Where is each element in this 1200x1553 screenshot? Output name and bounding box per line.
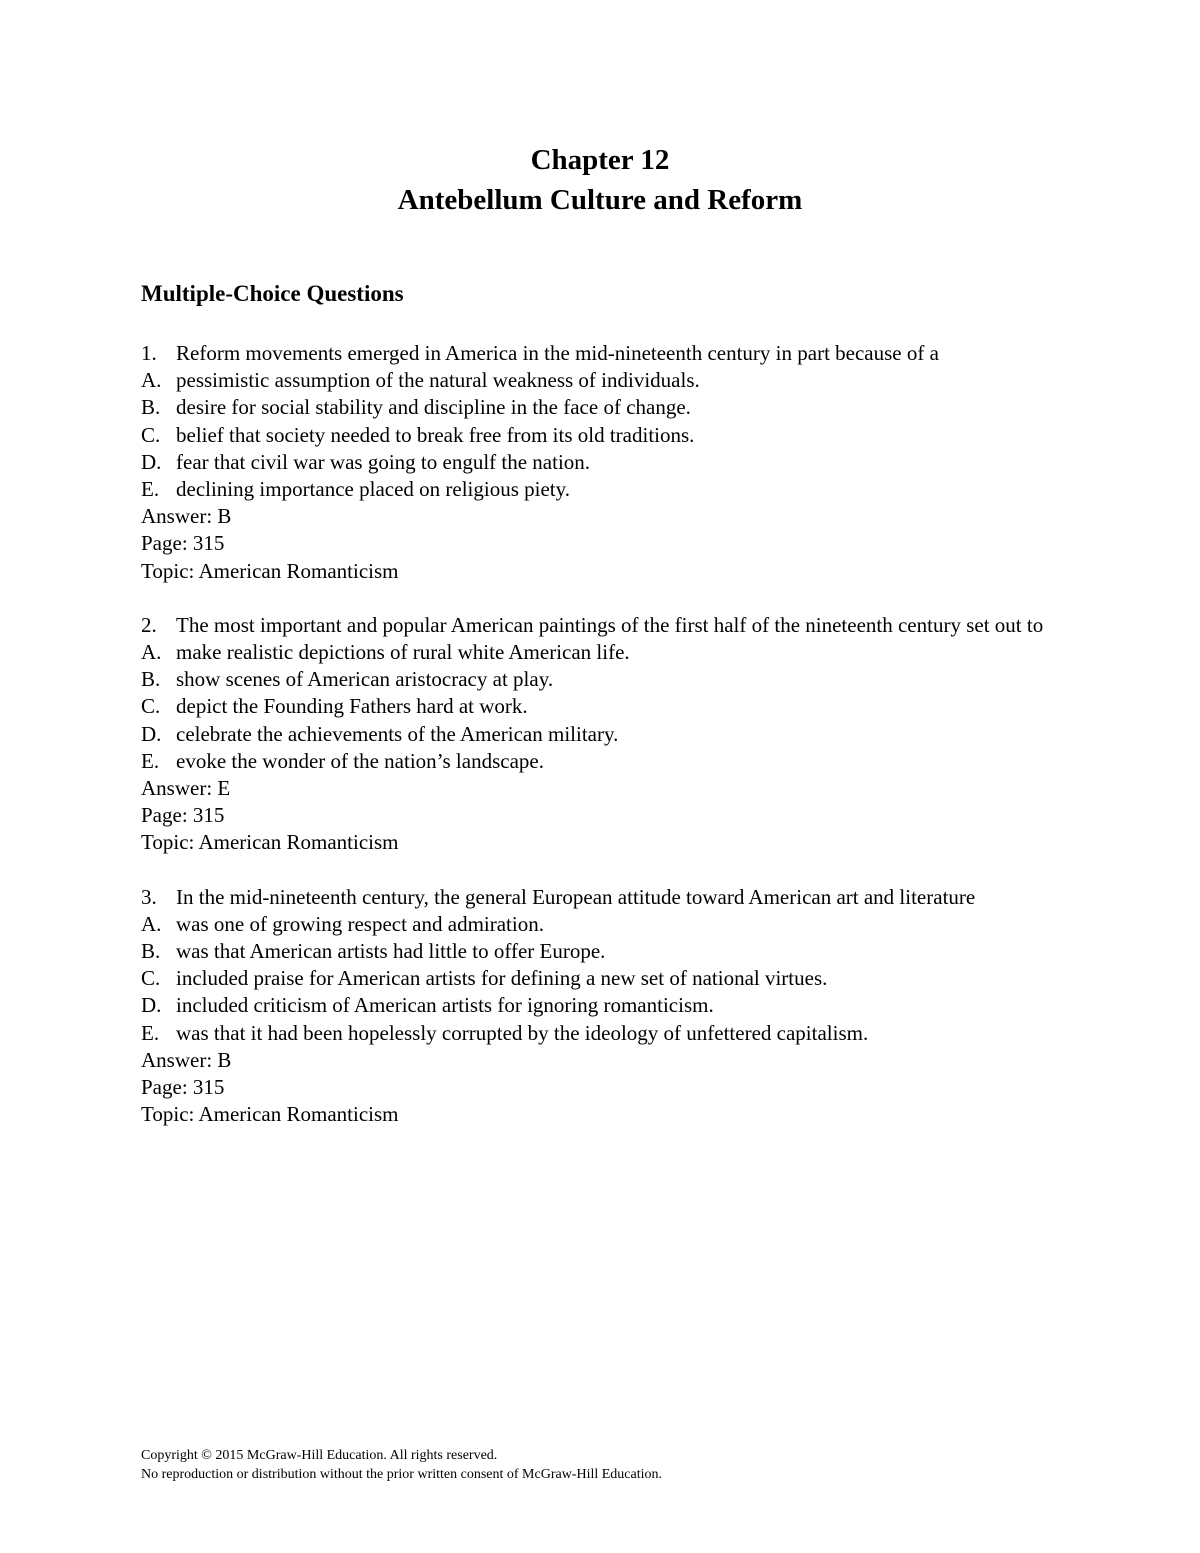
copyright-footer <box>141 1446 662 1484</box>
option-text: desire for social stability and discipline in the face of change. <box>176 395 691 420</box>
option-letter: C. <box>141 694 161 719</box>
option-d <box>141 721 1071 748</box>
title-block <box>0 140 1200 220</box>
option-text: included criticism of American artists for ignoring romanticism. <box>176 993 714 1018</box>
option-letter: B. <box>141 939 161 964</box>
question-number: 3. <box>141 884 157 909</box>
option-e <box>141 1020 1071 1047</box>
page-line: Page: 315 <box>141 531 225 556</box>
question-stem-row <box>141 340 1071 367</box>
question-number: 1. <box>141 341 157 365</box>
question-stem: Reform movements emerged in America in the mid-nineteenth century in part because of a <box>176 341 939 365</box>
option-letter: C. <box>141 422 161 447</box>
option-text: pessimistic assumption of the natural weakness of individuals. <box>176 368 700 393</box>
option-c <box>141 965 1071 992</box>
answer-line: Answer: B <box>141 1047 232 1072</box>
option-c <box>141 693 1071 720</box>
question-stem: The most important and popular American paintings of the first half of the nineteenth century set out to <box>176 612 1044 637</box>
option-d <box>141 449 1071 476</box>
option-text: included praise for American artists for defining a new set of national virtues. <box>176 966 828 991</box>
option-text: celebrate the achievements of the American military. <box>176 721 619 746</box>
topic-line: Topic: American Romanticism <box>141 558 399 583</box>
option-text: depict the Founding Fathers hard at work. <box>176 694 528 719</box>
option-letter: E. <box>141 1020 160 1045</box>
question-number: 2. <box>141 612 157 637</box>
answer-line: Answer: E <box>141 776 231 801</box>
question-list <box>141 340 1071 1155</box>
page-line: Page: 315 <box>141 1075 225 1100</box>
option-text: was that it had been hopelessly corrupted by the ideology of unfettered capitalism. <box>176 1020 869 1045</box>
option-letter: D. <box>141 721 162 746</box>
option-d <box>141 992 1071 1019</box>
option-a <box>141 911 1071 938</box>
option-text: declining importance placed on religious piety. <box>176 477 571 502</box>
option-e <box>141 476 1071 503</box>
chapter-title: Antebellum Culture and Reform <box>397 184 803 216</box>
option-letter: E. <box>141 477 160 502</box>
question-1 <box>141 340 1071 585</box>
copyright-line: Copyright © 2015 McGraw-Hill Education. All rights reserved. <box>141 1448 498 1463</box>
option-b <box>141 394 1071 421</box>
option-text: evoke the wonder of the nation’s landscape. <box>176 748 544 773</box>
option-letter: B. <box>141 667 161 692</box>
option-a <box>141 367 1071 394</box>
question-3 <box>141 884 1071 1129</box>
option-letter: A. <box>141 368 162 393</box>
option-text: was that American artists had little to offer Europe. <box>176 939 606 964</box>
option-text: belief that society needed to break free from its old traditions. <box>176 422 695 447</box>
question-stem: In the mid-nineteenth century, the general European attitude toward American art and literature <box>176 884 976 909</box>
option-e <box>141 748 1071 775</box>
option-text: was one of growing respect and admiration. <box>176 911 544 936</box>
option-b <box>141 666 1071 693</box>
question-2 <box>141 612 1071 857</box>
option-text: fear that civil war was going to engulf the nation. <box>176 449 591 474</box>
option-b <box>141 938 1071 965</box>
option-letter: E. <box>141 748 160 773</box>
topic-line: Topic: American Romanticism <box>141 830 399 855</box>
section-heading: Multiple-Choice Questions <box>141 281 404 306</box>
option-letter: D. <box>141 449 162 474</box>
reproduction-notice: No reproduction or distribution without the prior written consent of McGraw-Hill Education. <box>141 1467 663 1482</box>
option-letter: D. <box>141 993 162 1018</box>
question-stem-row <box>141 612 1071 639</box>
option-letter: A. <box>141 640 162 665</box>
option-a <box>141 639 1071 666</box>
option-letter: B. <box>141 395 161 420</box>
answer-line: Answer: B <box>141 504 232 529</box>
question-stem-row <box>141 884 1071 911</box>
page-line: Page: 315 <box>141 803 225 828</box>
topic-line: Topic: American Romanticism <box>141 1102 399 1127</box>
option-text: show scenes of American aristocracy at play. <box>176 667 554 692</box>
option-c <box>141 422 1071 449</box>
option-letter: A. <box>141 911 162 936</box>
option-letter: C. <box>141 966 161 991</box>
chapter-number: Chapter 12 <box>530 144 670 176</box>
option-text: make realistic depictions of rural white American life. <box>176 640 630 665</box>
